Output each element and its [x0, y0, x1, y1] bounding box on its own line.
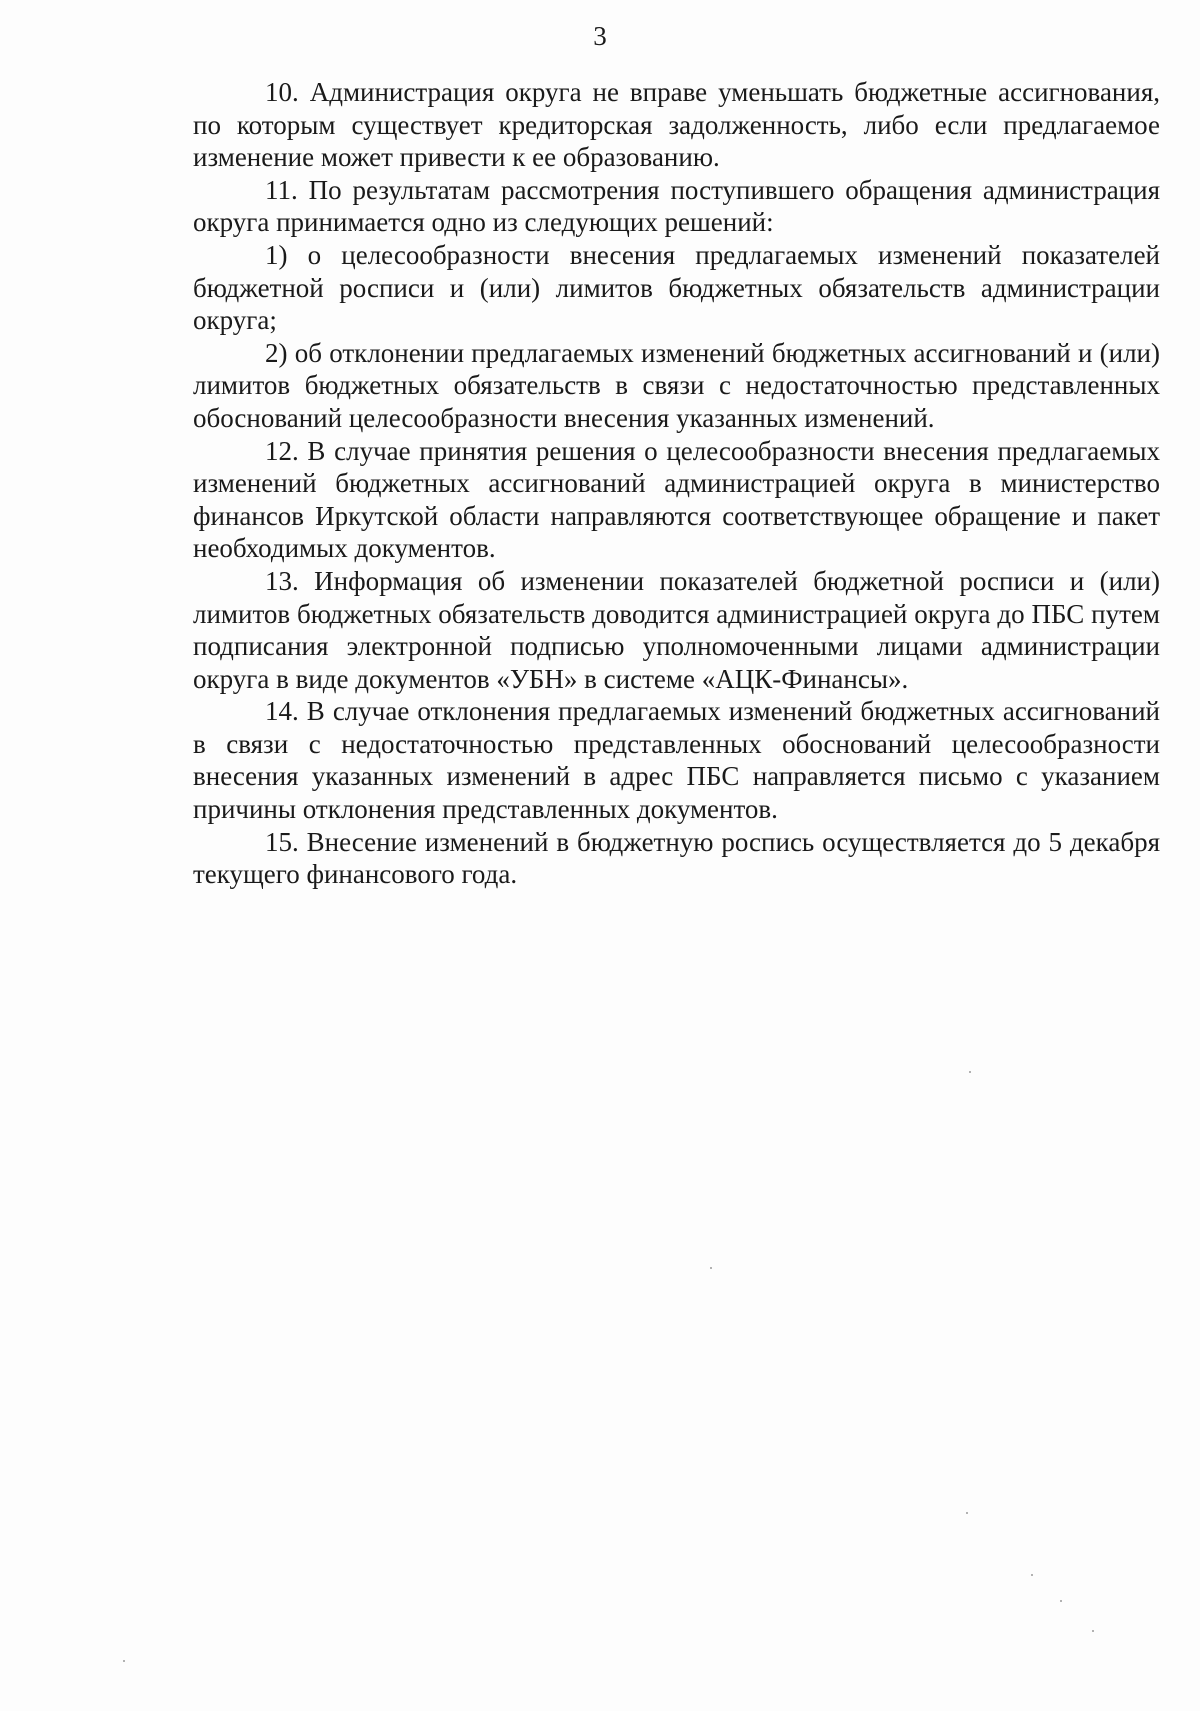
scan-speck — [710, 1267, 712, 1269]
document-body — [193, 76, 1160, 891]
paragraph-13: 13. Информация об изменении показателей бюджетной росписи и (или) лимитов бюджетных обязательств доводится администрацией округа до ПБС путем подписания электронной подписью уполномоченными лицами администрации округа в виде документов «УБН» в системе «АЦК-Финансы». — [193, 565, 1160, 694]
paragraph-12: 12. В случае принятия решения о целесообразности внесения предлагаемых изменений бюджетных ассигнований администрацией округа в министерство финансов Иркутской области направляются соответствующее обращение и пакет необходимых документов. — [193, 435, 1160, 564]
scan-speck — [123, 1660, 125, 1662]
page-number: 3 — [593, 21, 607, 51]
scan-speck — [969, 1071, 971, 1073]
paragraph-11: 11. По результатам рассмотрения поступившего обращения администрация округа принимается одно из следующих решений: — [193, 174, 1160, 238]
scan-speck — [1060, 1600, 1062, 1602]
scan-speck — [1092, 1630, 1094, 1632]
scan-speck — [1031, 1574, 1033, 1576]
paragraph-10: 10. Администрация округа не вправе уменьшать бюджетные ассигнования, по которым существует кредиторская задолженность, либо если предлагаемое изменение может привести к ее образованию. — [193, 77, 1160, 173]
scan-speck — [966, 1512, 968, 1514]
paragraph-11-item-2: 2) об отклонении предлагаемых изменений бюджетных ассигнований и (или) лимитов бюджетных обязательств в связи с недостаточностью представленных обоснований целесообразности внесения указанных изменений. — [193, 337, 1160, 433]
paragraph-11-item-1: 1) о целесообразности внесения предлагаемых изменений показателей бюджетной росписи и (или) лимитов бюджетных обязательств администрации округа; — [193, 239, 1160, 336]
paragraph-15: 15. Внесение изменений в бюджетную роспись осуществляется до 5 декабря текущего финансового года. — [193, 826, 1160, 890]
paragraph-14: 14. В случае отклонения предлагаемых изменений бюджетных ассигнований в связи с недостаточностью представленных обоснований целесообразности внесения указанных изменений в адрес ПБС направляется письмо с указанием причины отклонения представленных документов. — [193, 696, 1160, 825]
